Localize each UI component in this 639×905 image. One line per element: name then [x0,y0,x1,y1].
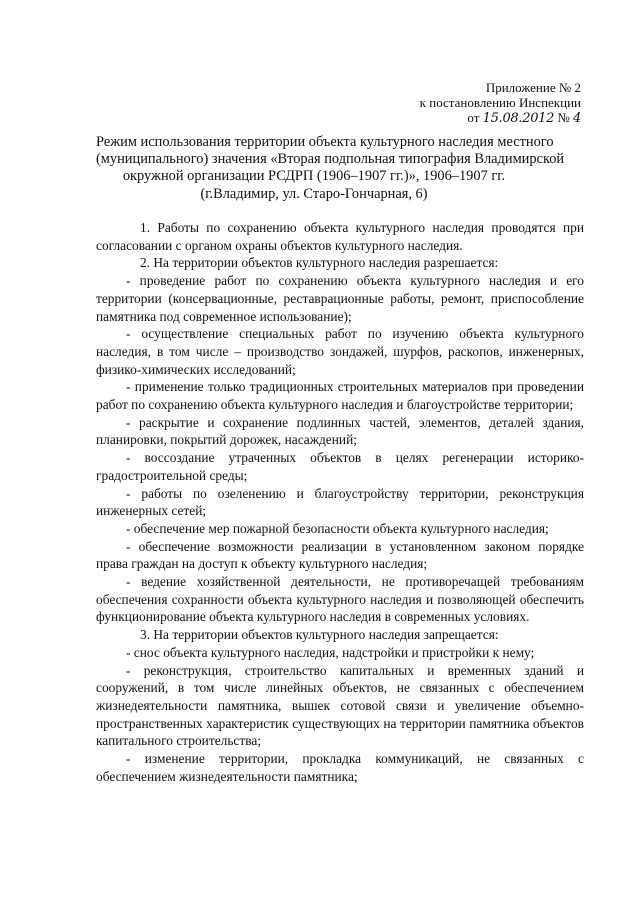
title-line: (г.Владимир, ул. Старо-Гончарная, 6) [200,185,428,202]
allowed-item: - применение только традиционных строительных материалов при проведении работ по сохранению объекта культурного наследия и благоустройстве территории; [96,379,584,413]
allowed-item: - осуществление специальных работ по изучению объекта культурного наследия, в том числе – производство зондажей, шурфов, раскопов, инженерных, физико-химических исследований; [96,326,584,377]
handwritten-date: 15.08.2012 [482,111,555,126]
handwritten-number: 4 [573,111,581,126]
allowed-item: - обеспечение мер пожарной безопасности объекта культурного наследия; [126,520,549,536]
paragraph-2-heading: 2. На территории объектов культурного наследия разрешается: [140,255,499,271]
paragraph-1: 1. Работы по сохранению объекта культурного наследия проводятся при согласовании с органом охраны объектов культурного наследия. [96,220,584,253]
annex-header [420,80,581,126]
prohibited-item: - реконструкция, строительство капитальных и временных зданий и сооружений, в том числе линейных объектов, не связанных с обеспечением жизнедеятельности памятника, вышек сотовой связи и увеличение объемно-пространственных характеристик существующих на территории памятника объектов капитального строительства; [96,662,584,749]
allowed-item: - обеспечение возможности реализации в установленном законом порядке права граждан на доступ к объекту культурного наследия; [96,538,584,572]
annex-label: Приложение № 2 [485,80,581,95]
paragraph-3-heading: 3. На территории объектов культурного наследия запрещается: [140,627,499,643]
allowed-item: - воссоздание утраченных объектов в целях регенерации историко-градостроительной среды; [96,450,584,483]
annex-date-line: от 15.08.2012 № 4 [467,110,581,126]
title-line: (муниципального) значения «Вторая подпольная типография Владимирской [96,151,565,168]
title-line: Режим использования территории объекта культурного наследия местного [96,134,554,150]
allowed-item: - ведение хозяйственной деятельности, не противоречащей требованиям обеспечения сохранности объекта культурного наследия и позволяющей обеспечить функционирование объекта культурного наследия в современных условиях. [96,574,584,625]
allowed-item: - работы по озеленению и благоустройству территории, реконструкция инженерных сетей; [96,485,584,519]
title-line: окружной организации РСДРП (1906–1907 гг.)», 1906–1907 гг. [122,168,506,185]
document-body [96,219,584,786]
prohibited-item: - изменение территории, прокладка коммуникаций, не связанных с обеспечением жизнедеятельности памятника; [96,751,584,784]
allowed-item: - раскрытие и сохранение подлинных частей, элементов, деталей здания, планировки, покрытий дорожек, насаждений; [96,414,584,448]
allowed-item: - проведение работ по сохранению объекта культурного наследия и его территории (консервационные, реставрационные работы, ремонт, приспособление памятника под современное использование); [96,273,584,324]
document-title [96,134,565,203]
annex-resolution-ref: к постановлению Инспекции [419,95,581,110]
prohibited-item: - снос объекта культурного наследия, надстройки и пристройки к нему; [126,644,535,660]
